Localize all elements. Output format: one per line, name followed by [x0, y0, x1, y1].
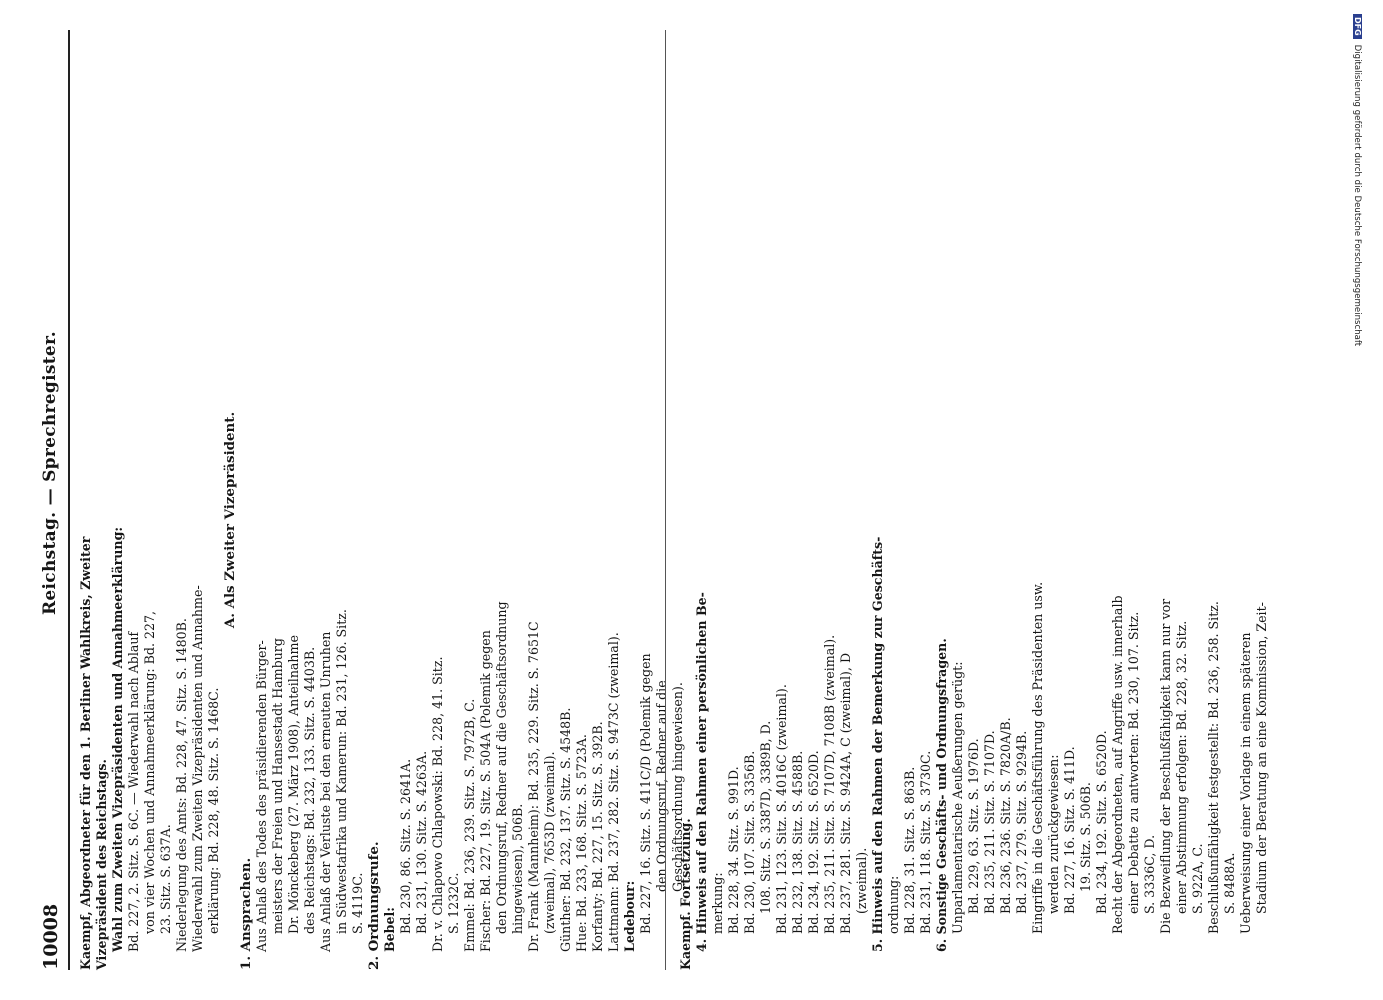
entry-line: Bd. 235, 211. Sitz. S. 7107D.	[982, 730, 997, 914]
entry-line: Bd. 232, 138. Sitz. S. 4588B.	[790, 750, 805, 934]
entry-line: Bd. 228, 34. Sitz. S. 991D.	[726, 766, 741, 934]
entry-line: Bd. 228, 31. Sitz. S. 863B.	[902, 766, 917, 934]
entry-line: 108. Sitz. S. 3387D, 3389B, D.	[758, 720, 773, 914]
funding-note	[1352, 14, 1362, 998]
entry-line: Emmel: Bd. 236, 239. Sitz. S. 7972B, C.	[462, 698, 477, 952]
entry-line: Bd. 227, 16. Sitz. S. 411D.	[1062, 746, 1077, 914]
entry-line: merkung:	[710, 872, 725, 934]
entry-line: Vizepräsident des Reichstags.	[94, 759, 109, 970]
entry-line: S. 1232C.	[446, 872, 461, 934]
entry-line: Hue: Bd. 233, 168. Sitz. S. 5723A.	[574, 734, 589, 952]
entry-line: werden zurückgewiesen:	[1046, 754, 1061, 914]
entry-line: S. 8488A.	[1222, 852, 1237, 914]
entry-line: Lattmann: Bd. 237, 282. Sitz. S. 9473C (zweimal).	[606, 632, 621, 952]
entry-line: Eingriffe in die Geschäftsführung des Präsidenten usw.	[1030, 581, 1045, 934]
entry-line: Bd. 231, 123. Sitz. S. 4016C (zweimal).	[774, 684, 789, 934]
entry-line: (zweimal), 7653D (zweimal).	[542, 751, 557, 934]
entry-line: von vier Wochen und Annahmeerklärung: Bd. 227,	[142, 610, 157, 934]
entry-line: Günther: Bd. 232, 137. Sitz. S. 4548B.	[558, 707, 573, 952]
header-rule	[68, 30, 70, 970]
entry-line: ordnung:	[886, 875, 901, 934]
entry-line: Aus Anlaß des Todes des präsidierenden Bürger-	[254, 640, 269, 952]
entry-line: 19. Sitz. S. 506B.	[1078, 782, 1093, 892]
entry-line: Kaempf. Fortsetzung.	[678, 818, 693, 970]
entry-line: Dr. Frank (Mannheim): Bd. 235, 229. Sitz. S. 7651C	[526, 621, 541, 952]
entry-line: 4. Hinweis auf den Rahmen einer persönlichen Be-	[694, 592, 709, 952]
running-title: Reichstag. — Sprechregister.	[40, 331, 60, 615]
subsection-heading: 2. Ordnungsrufe.	[366, 841, 382, 970]
entry-line: Bd. 234, 192. Sitz. S. 6520D.	[1094, 730, 1109, 914]
entry-line: einer Debatte zu antworten: Bd. 230, 107. Sitz.	[1126, 611, 1141, 914]
entry-line: Unparlamentarische Aeußerungen gerügt:	[950, 661, 965, 934]
entry-line: Geschäftsordnung hingewiesen).	[670, 682, 685, 892]
entry-line: Bebel:	[382, 907, 397, 952]
entry-line: S. 3336C, D.	[1142, 834, 1157, 914]
entry-line: des Reichstags: Bd. 232, 133. Sitz. S. 4403B.	[302, 646, 317, 934]
entry-line: Recht der Abgeordneten, auf Angriffe usw. innerhalb	[1110, 595, 1125, 934]
entry-line: Bd. 237, 279. Sitz. S. 9294B.	[1014, 730, 1029, 914]
entry-line: 23. Sitz. S. 637A.	[158, 824, 173, 934]
rotated-page	[30, 30, 1360, 970]
entry-line: Dr. v. Chlapowo Chlapowski: Bd. 228, 41. Sitz.	[430, 656, 445, 952]
entry-line: Ueberweisung einer Vorlage in einem späteren	[1238, 632, 1253, 934]
entry-line: Bd. 230, 86. Sitz. S. 2641A.	[398, 758, 413, 934]
entry-line: Bd. 231, 118. Sitz. S. 3730C.	[918, 750, 933, 934]
entry-line: 6. Sonstige Geschäfts- und Ordnungsfragen.	[934, 638, 949, 952]
column-right	[678, 70, 1268, 970]
funding-note-text: Digitalisierung gefördert durch die Deutsche Forschungsgemeinschaft	[1352, 44, 1362, 347]
entry-line: Bd. 234, 192. Sitz. S. 6520D.	[806, 750, 821, 934]
entry-line: Die Bezweiflung der Beschlußfähigkeit kann nur vor	[1158, 598, 1173, 934]
entry-line: Aus Anlaß der Verluste bei den erneuten Unruhen	[318, 631, 333, 952]
entry-line: Bd. 231, 130. Sitz. S. 4263A.	[414, 750, 429, 934]
entry-line: Bd. 235, 211. Sitz. S. 7107D, 7108B (zweimal).	[822, 634, 837, 934]
entry-line: Dr. Mönckeberg (27. März 1908), Anteilnahme	[286, 635, 301, 934]
entry-line: Bd. 237, 281. Sitz. S. 9424A, C (zweimal), D	[838, 652, 853, 934]
entry-line: Bd. 227, 16. Sitz. S. 411C/D (Polemik gegen	[638, 653, 653, 934]
entry-line: S. 4119C.	[350, 872, 365, 934]
entry-line: erklärung: Bd. 228, 48. Sitz. S. 1468C.	[206, 687, 221, 934]
entry-line: in Südwestafrika und Kamerun: Bd. 231, 126. Sitz.	[334, 609, 349, 934]
section-heading: A. Als Zweiter Vizepräsident.	[222, 411, 238, 629]
column-left	[78, 70, 685, 970]
entry-line: den Ordnungsruf, Redner auf die Geschäftsordnung	[494, 601, 509, 934]
entry-line: Wahl zum Zweiten Vizepräsidenten und Annahmeerklärung:	[110, 526, 125, 952]
entry-line: Wiederwahl zum Zweiten Vizepräsidenten und Annahme-	[190, 585, 205, 952]
entry-line: S. 922A, C.	[1190, 843, 1205, 914]
entry-line: meisters der Freien und Hansestadt Hamburg	[270, 638, 285, 934]
entry-line: Bd. 227, 2. Sitz. S. 6C. — Wiederwahl nach Ablauf	[126, 631, 141, 952]
entry-line: 5. Hinweis auf den Rahmen der Bemerkung zur Geschäfts-	[870, 536, 885, 952]
entry-line: hingewiesen), 506B.	[510, 803, 525, 934]
column-rule	[665, 30, 666, 970]
entry-line: Bd. 229, 63. Sitz. S. 1976D.	[966, 738, 981, 914]
entry-line: Bd. 230, 107. Sitz. S. 3356B.	[742, 750, 757, 934]
entry-line: Beschlußunfähigkeit festgestellt: Bd. 236, 258. Sitz.	[1206, 601, 1221, 934]
dfg-logo: DFG	[1353, 14, 1362, 39]
entry-line: einer Abstimmung erfolgen: Bd. 228, 32. Sitz.	[1174, 620, 1189, 914]
entry-line: Bd. 236, 236. Sitz. S. 7820A/B.	[998, 717, 1013, 914]
entry-line: Fischer: Bd. 227, 19. Sitz. S. 504A (Polemik gegen	[478, 630, 493, 952]
entry-line: Niederlegung des Amts: Bd. 228, 47. Sitz. S. 1480B.	[174, 618, 189, 952]
subsection-heading: 1. Ansprachen.	[238, 857, 254, 970]
entry-line: (zweimal).	[854, 847, 869, 914]
entry-line: Stadium der Beratung an eine Kommission, Zeit-	[1254, 602, 1269, 914]
page-header	[36, 30, 66, 970]
entry-line: den Ordnungsruf, Redner auf die	[654, 680, 669, 892]
page-number: 10008	[40, 903, 62, 970]
entry-line: Kaempf, Abgeordneter für den 1. Berliner Wahlkreis, Zweiter	[78, 536, 93, 970]
entry-line: Ledebour:	[622, 880, 637, 952]
entry-line: Korfanty: Bd. 227, 15. Sitz. S. 392B.	[590, 721, 605, 952]
